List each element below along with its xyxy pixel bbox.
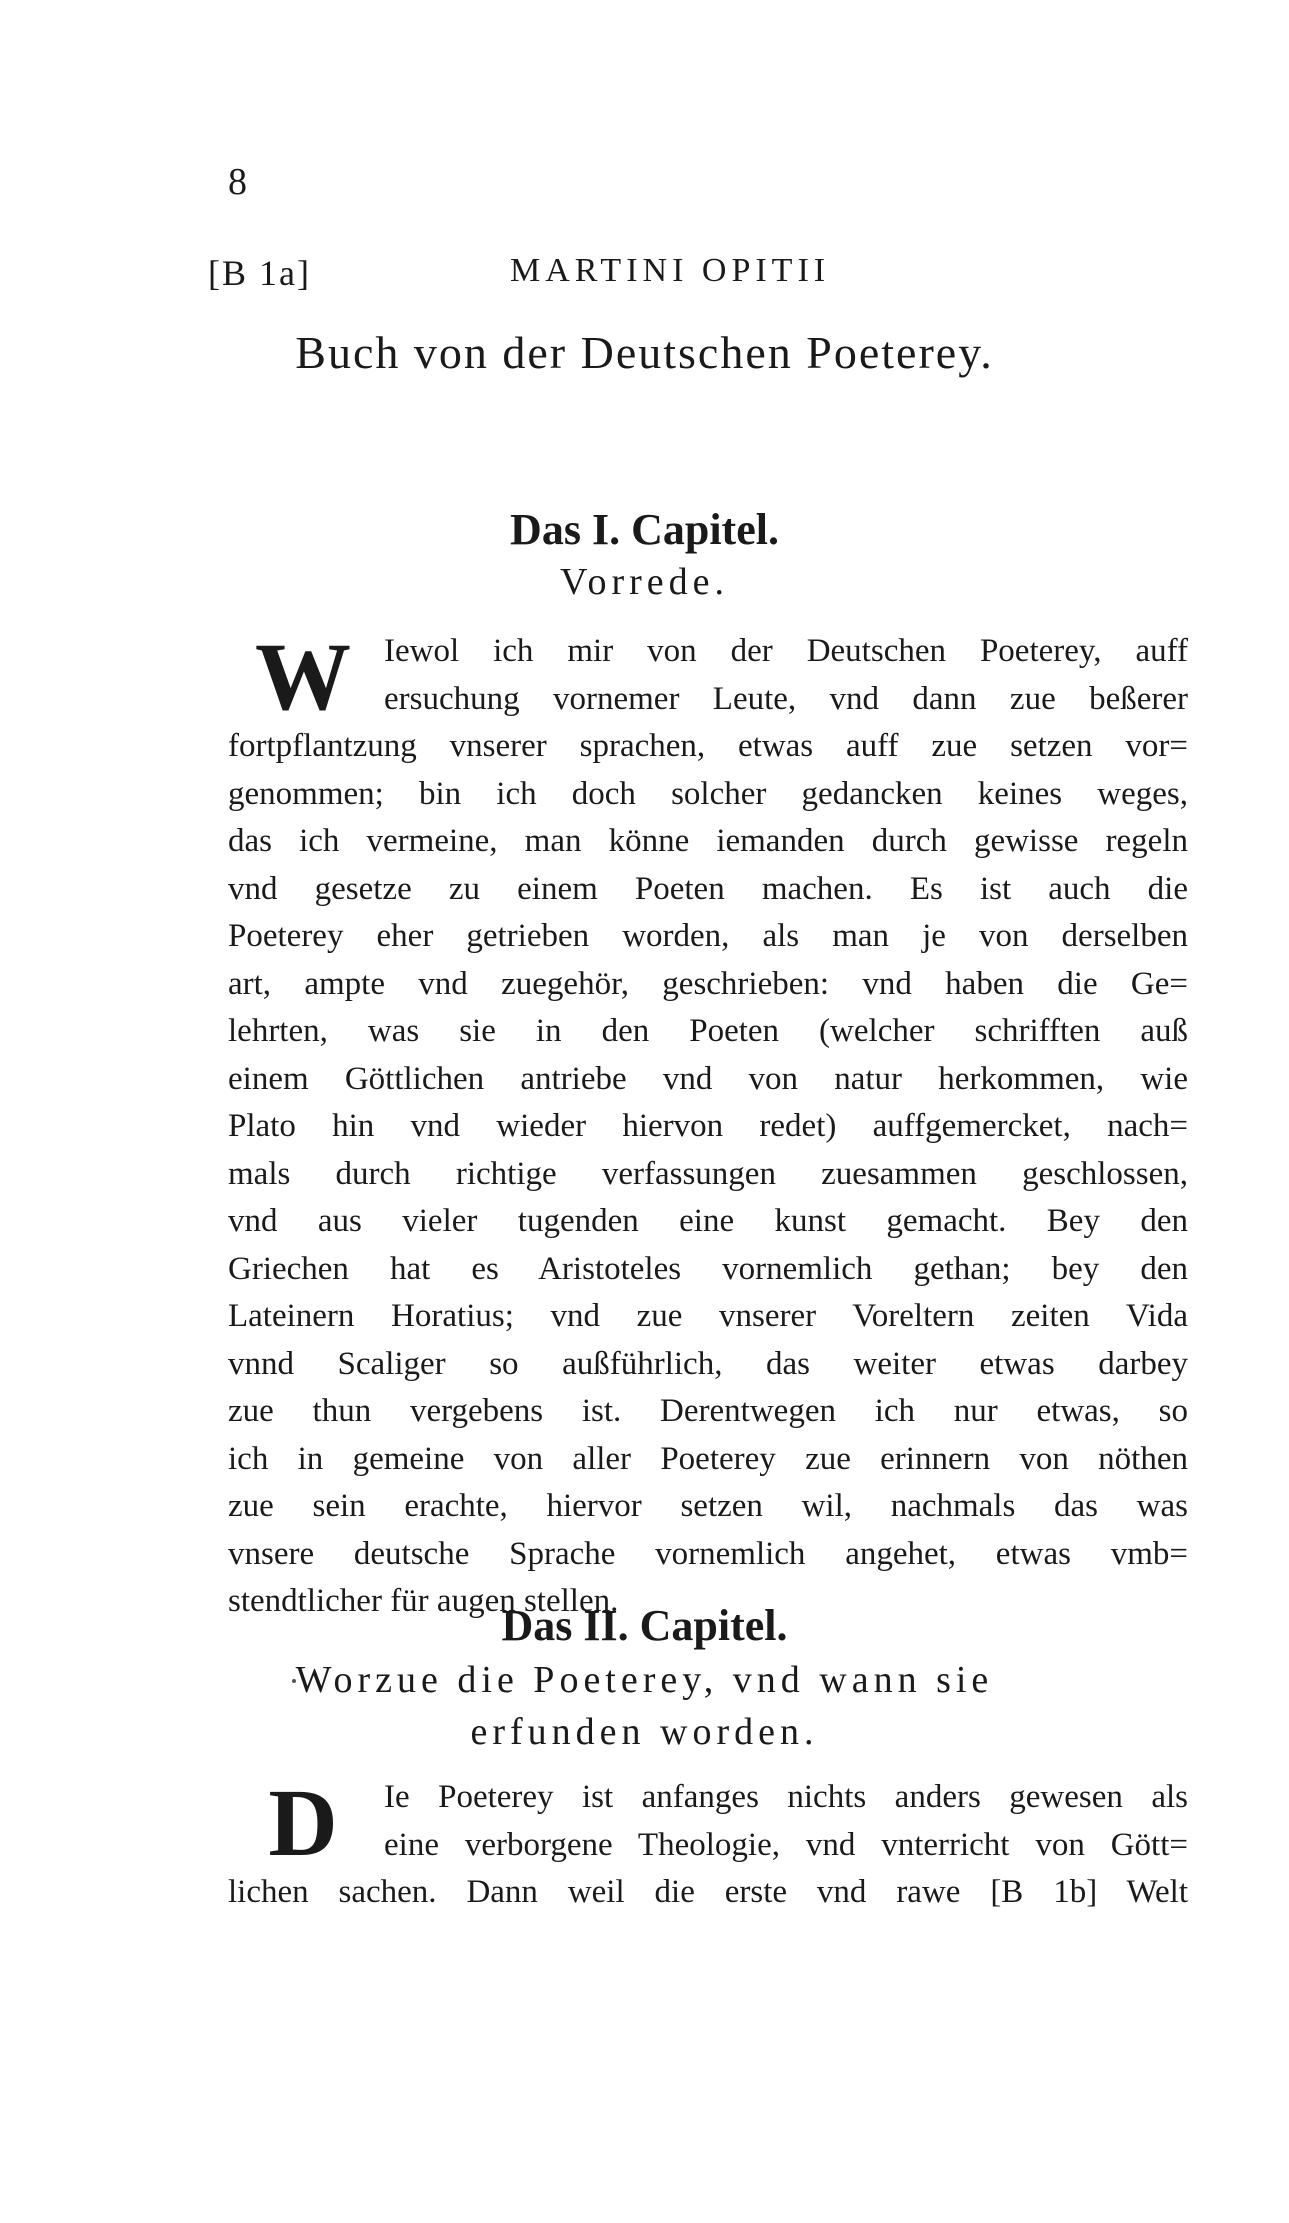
text-line: eine verborgene Theologie, vnd vnterricht von Gött= xyxy=(384,1826,1188,1863)
text-line: Lateinern Horatius; vnd zue vnserer Voreltern zeiten Vida xyxy=(228,1298,1188,1334)
text-line: vnd aus vieler tugenden eine kunst gemacht. Bey den xyxy=(228,1203,1188,1239)
text-line: ich in gemeine von aller Poeterey zue erinnern von nöthen xyxy=(228,1440,1188,1477)
signature-mark: [B 1a] xyxy=(208,253,311,293)
text-line: stendtlicher für augen stellen. xyxy=(228,1583,619,1619)
text-line: das ich vermeine, man könne iemanden durch gewisse regeln xyxy=(228,823,1188,859)
page-number: 8 xyxy=(228,161,247,203)
text-line: vnsere deutsche Sprache vornemlich angehet, etwas vmb= xyxy=(228,1535,1188,1572)
chapter-2-subtitle-line-2: erfunden worden. xyxy=(470,1711,819,1753)
text-line: einem Göttlichen antriebe vnd von natur herkommen, wie xyxy=(228,1060,1188,1097)
text-line: Iewol ich mir von der Deutschen Poeterey, auff xyxy=(384,633,1188,669)
text-line: vnnd Scaliger so außführlich, das weiter etwas darbey xyxy=(228,1345,1188,1382)
chapter-2-title: Das II. Capitel. xyxy=(501,1601,788,1650)
text-line: zue thun vergebens ist. Derentwegen ich nur etwas, so xyxy=(228,1393,1188,1429)
text-line: ersuchung vornemer Leute, vnd dann zue beßerer xyxy=(384,680,1188,717)
text-line: lichen sachen. Dann weil die erste vnd rawe [B 1b] Welt xyxy=(228,1874,1188,1910)
chapter-1-title: Das I. Capitel. xyxy=(510,505,779,554)
drop-cap-initial: D xyxy=(268,1769,338,1876)
text-line: fortpflantzung vnserer sprachen, etwas auff zue setzen vor= xyxy=(228,728,1188,764)
text-line: Plato hin vnd wieder hiervon redet) auffgemercket, nach= xyxy=(228,1108,1188,1144)
text-line: vnd gesetze zu einem Poeten machen. Es ist auch die xyxy=(228,870,1188,907)
chapter-2-subtitle-line-1: Worzue die Poeterey, vnd wann sie xyxy=(295,1659,994,1701)
text-line: genommen; bin ich doch solcher gedancken keines weges, xyxy=(228,775,1188,812)
book-title: Buch von der Deutschen Poeterey. xyxy=(295,327,994,378)
chapter-2-text xyxy=(228,1769,1188,1917)
running-author: MARTINI OPITII xyxy=(510,252,831,289)
chapter-1-text xyxy=(228,623,1188,1626)
text-line: zue sein erachte, hiervor setzen wil, nachmals das was xyxy=(228,1488,1188,1524)
text-line: art, ampte vnd zuegehör, geschrieben: vnd haben die Ge= xyxy=(228,965,1188,1002)
chapter-1-subtitle: Vorrede. xyxy=(559,561,730,603)
text-line: Poeterey eher getrieben worden, als man je von derselben xyxy=(228,918,1188,954)
text-line: Griechen hat es Aristoteles vornemlich gethan; bey den xyxy=(228,1250,1188,1287)
text-line: Ie Poeterey ist anfanges nichts anders gewesen als xyxy=(384,1779,1188,1815)
drop-cap-initial: W xyxy=(255,623,351,730)
text-line: mals durch richtige verfassungen zuesammen geschlossen, xyxy=(228,1155,1188,1192)
text-line: lehrten, was sie in den Poeten (welcher schrifften auß xyxy=(228,1013,1188,1049)
